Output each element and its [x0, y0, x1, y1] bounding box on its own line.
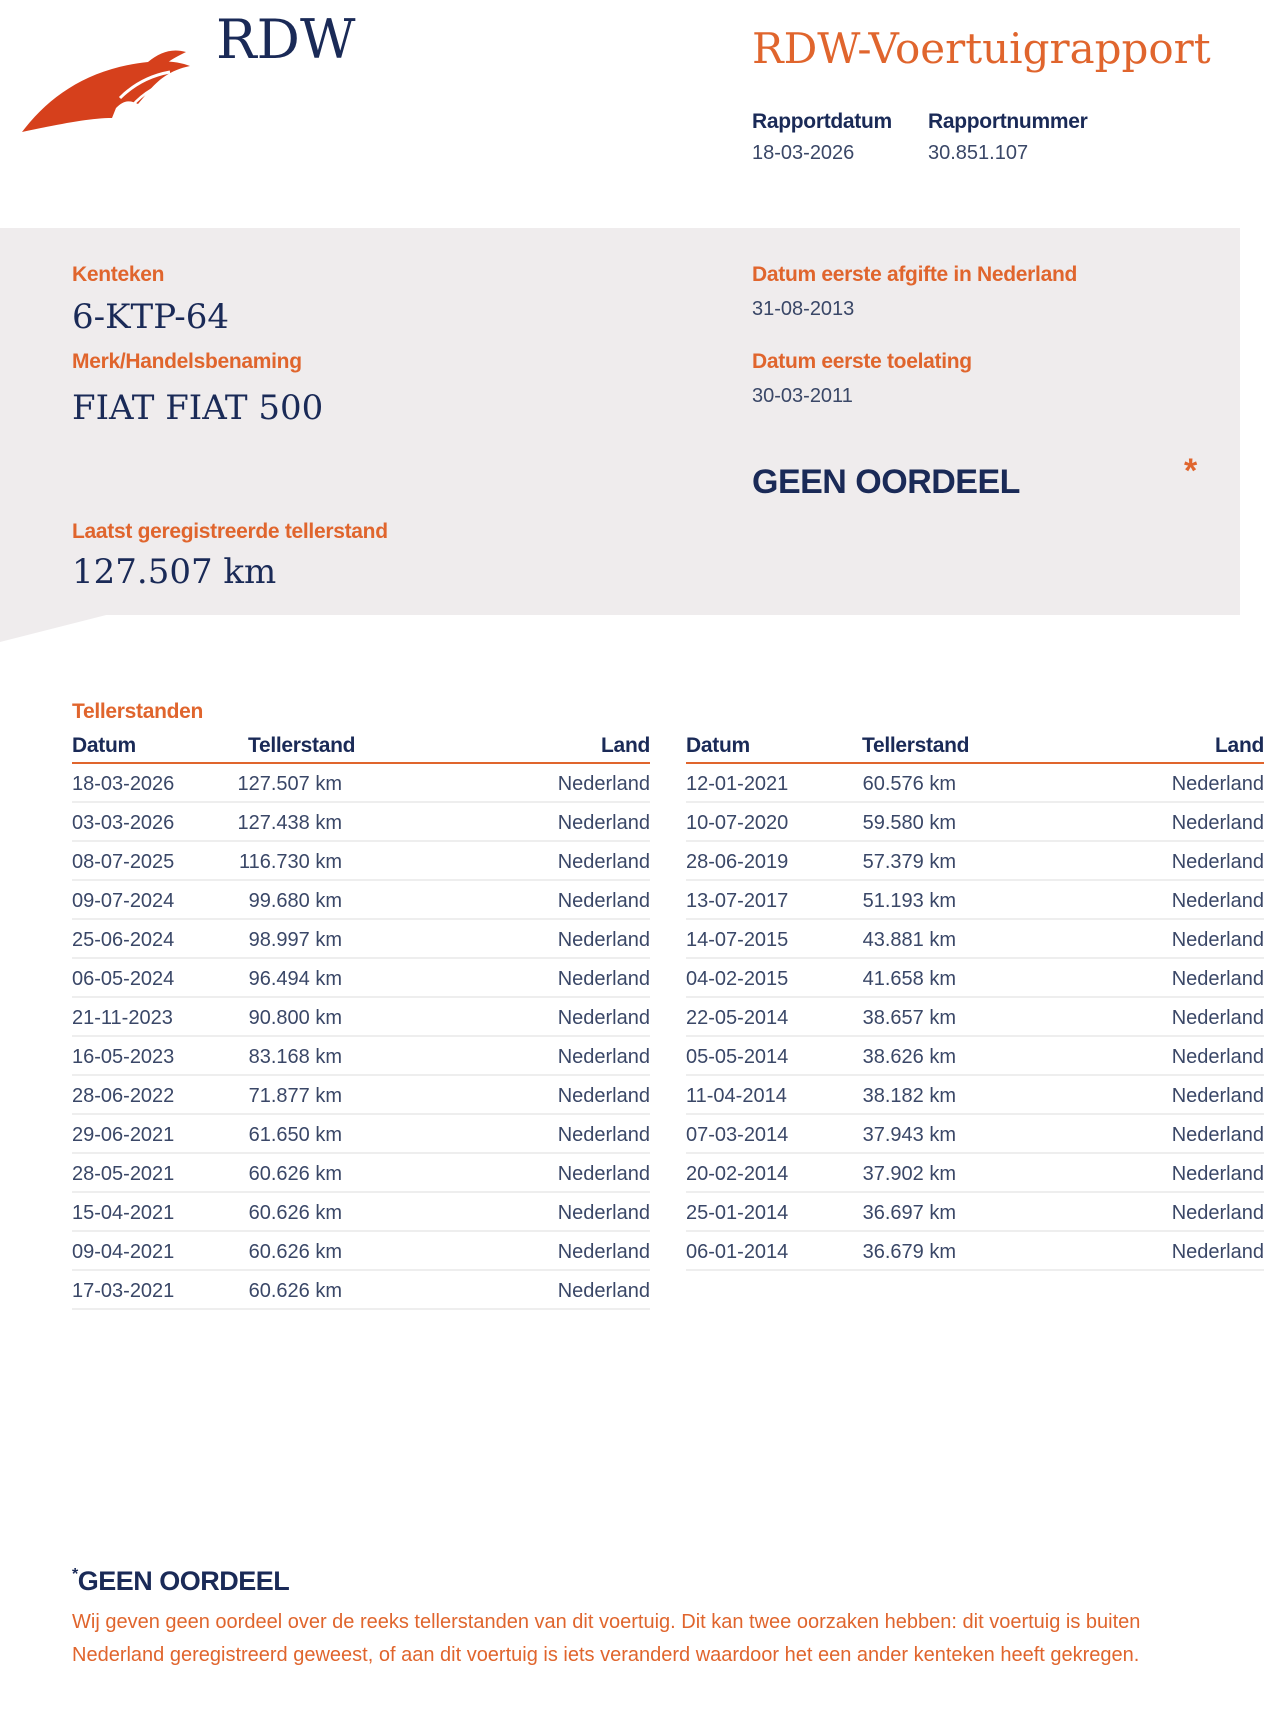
cell-land: Nederland	[557, 1280, 650, 1302]
cell-land: Nederland	[1171, 1124, 1264, 1146]
cell-datum: 13-07-2017	[686, 890, 789, 912]
teller-label: Laatst geregistreerde tellerstand	[72, 520, 388, 543]
cell-land: Nederland	[557, 773, 650, 795]
cell-land: Nederland	[557, 890, 650, 912]
cell-datum: 04-02-2015	[686, 968, 789, 990]
verdict-status: GEEN OORDEEL	[752, 463, 1020, 501]
header-tellerstand: Tellerstand	[862, 734, 970, 757]
cell-tellerstand: 36.697 km	[862, 1202, 956, 1224]
cell-tellerstand: 38.626 km	[862, 1046, 956, 1068]
cell-land: Nederland	[557, 1007, 650, 1029]
cell-land: Nederland	[557, 1241, 650, 1263]
toelating-value: 30-03-2011	[752, 385, 853, 407]
cell-tellerstand: 36.679 km	[862, 1241, 956, 1263]
cell-datum: 20-02-2014	[686, 1163, 789, 1185]
note-asterisk: *	[72, 1566, 78, 1583]
toelating-label: Datum eerste toelating	[752, 350, 972, 373]
cell-tellerstand: 71.877 km	[248, 1085, 342, 1107]
cell-tellerstand: 38.657 km	[862, 1007, 956, 1029]
cell-datum: 09-04-2021	[72, 1241, 175, 1263]
report-date-block	[752, 110, 892, 165]
cell-datum: 11-04-2014	[686, 1085, 787, 1107]
cell-datum: 14-07-2015	[686, 929, 789, 951]
cell-land: Nederland	[1171, 968, 1264, 990]
report-date-label: Rapportdatum	[752, 110, 892, 133]
cell-land: Nederland	[1171, 1085, 1264, 1107]
cell-datum: 18-03-2026	[72, 773, 175, 795]
tellerstanden-title: Tellerstanden	[72, 700, 204, 723]
teller-value: 127.507 km	[72, 552, 277, 592]
cell-land: Nederland	[1171, 929, 1264, 951]
cell-tellerstand: 90.800 km	[248, 1007, 342, 1029]
table-header	[72, 732, 650, 764]
cell-datum: 06-01-2014	[686, 1241, 789, 1263]
cell-datum: 10-07-2020	[686, 812, 789, 834]
panel-tail-decoration	[0, 612, 118, 642]
table-row	[72, 1037, 650, 1076]
table-row	[686, 881, 1264, 920]
header-tellerstand: Tellerstand	[248, 734, 356, 757]
cell-datum: 12-01-2021	[686, 773, 789, 795]
cell-land: Nederland	[557, 1046, 650, 1068]
cell-tellerstand: 127.438 km	[237, 812, 342, 834]
kenteken-value: 6-KTP-64	[72, 297, 229, 337]
cell-land: Nederland	[557, 1124, 650, 1146]
report-number-block	[928, 110, 1087, 165]
table-row	[686, 1154, 1264, 1193]
header-datum: Datum	[72, 734, 136, 757]
odometer-table-right	[686, 732, 1264, 1271]
cell-tellerstand: 60.626 km	[248, 1280, 342, 1302]
table-row	[686, 1037, 1264, 1076]
table-row	[72, 998, 650, 1037]
table-row	[72, 803, 650, 842]
cell-tellerstand: 60.626 km	[248, 1241, 342, 1263]
cell-datum: 16-05-2023	[72, 1046, 175, 1068]
cell-tellerstand: 37.943 km	[862, 1124, 956, 1146]
cell-land: Nederland	[557, 929, 650, 951]
cell-tellerstand: 99.680 km	[248, 890, 342, 912]
table-row	[72, 1193, 650, 1232]
cell-datum: 28-05-2021	[72, 1163, 175, 1185]
cell-datum: 22-05-2014	[686, 1007, 789, 1029]
table-row	[686, 842, 1264, 881]
report-number-value: 30.851.107	[928, 142, 1029, 164]
cell-tellerstand: 38.182 km	[862, 1085, 956, 1107]
table-row	[686, 1076, 1264, 1115]
note-title	[72, 1566, 289, 1597]
cell-land: Nederland	[1171, 1241, 1264, 1263]
cell-datum: 28-06-2019	[686, 851, 789, 873]
table-row	[72, 842, 650, 881]
header-land: Land	[601, 734, 650, 757]
cell-tellerstand: 60.576 km	[862, 773, 956, 795]
cell-datum: 09-07-2024	[72, 890, 175, 912]
afgifte-label: Datum eerste afgifte in Nederland	[752, 263, 1078, 286]
report-number-label: Rapportnummer	[928, 110, 1088, 133]
cell-land: Nederland	[1171, 1202, 1264, 1224]
cell-datum: 17-03-2021	[72, 1280, 175, 1302]
table-row	[686, 803, 1264, 842]
cell-land: Nederland	[1171, 1163, 1264, 1185]
cell-tellerstand: 98.997 km	[248, 929, 342, 951]
cell-datum: 06-05-2024	[72, 968, 175, 990]
table-row	[72, 1154, 650, 1193]
cell-datum: 08-07-2025	[72, 851, 175, 873]
cell-land: Nederland	[557, 812, 650, 834]
cell-land: Nederland	[557, 1163, 650, 1185]
table-row	[686, 1193, 1264, 1232]
cell-tellerstand: 96.494 km	[248, 968, 342, 990]
cell-land: Nederland	[1171, 890, 1264, 912]
table-row	[72, 920, 650, 959]
table-row	[686, 998, 1264, 1037]
cell-tellerstand: 60.626 km	[248, 1202, 342, 1224]
cell-tellerstand: 57.379 km	[862, 851, 956, 873]
cell-land: Nederland	[1171, 1007, 1264, 1029]
verdict-asterisk: *	[1184, 452, 1198, 490]
cell-tellerstand: 83.168 km	[248, 1046, 342, 1068]
cell-land: Nederland	[1171, 773, 1264, 795]
cell-tellerstand: 116.730 km	[238, 851, 342, 873]
merk-value: FIAT FIAT 500	[72, 388, 324, 428]
cell-tellerstand: 43.881 km	[862, 929, 956, 951]
table-row	[686, 920, 1264, 959]
cell-land: Nederland	[557, 1085, 650, 1107]
table-row	[72, 881, 650, 920]
report-title: RDW-Voertuigrapport	[752, 24, 1211, 73]
table-row	[72, 959, 650, 998]
cell-datum: 25-01-2014	[686, 1202, 789, 1224]
cell-land: Nederland	[557, 1202, 650, 1224]
header-land: Land	[1215, 734, 1264, 757]
cell-datum: 21-11-2023	[72, 1007, 173, 1029]
merk-label: Merk/Handelsbenaming	[72, 350, 302, 373]
cell-land: Nederland	[557, 968, 650, 990]
table-row	[72, 1115, 650, 1154]
cell-datum: 03-03-2026	[72, 812, 175, 834]
table-header	[686, 732, 1264, 764]
note-title-text: GEEN OORDEEL	[77, 1566, 290, 1596]
cell-tellerstand: 127.507 km	[237, 773, 342, 795]
table-row	[686, 959, 1264, 998]
cell-land: Nederland	[1171, 812, 1264, 834]
table-row	[72, 764, 650, 803]
table-row	[72, 1076, 650, 1115]
table-row	[686, 764, 1264, 803]
header-datum: Datum	[686, 734, 750, 757]
cell-tellerstand: 59.580 km	[862, 812, 956, 834]
cell-datum: 07-03-2014	[686, 1124, 789, 1146]
cell-land: Nederland	[557, 851, 650, 873]
cell-tellerstand: 37.902 km	[862, 1163, 956, 1185]
rdw-logo-icon	[20, 40, 195, 140]
report-date-value: 18-03-2026	[752, 142, 855, 164]
cell-datum: 28-06-2022	[72, 1085, 175, 1107]
brand-name: RDW	[216, 8, 356, 71]
afgifte-value: 31-08-2013	[752, 298, 855, 320]
cell-tellerstand: 41.658 km	[862, 968, 956, 990]
table-body	[72, 764, 650, 1310]
table-row	[72, 1232, 650, 1271]
table-row	[72, 1271, 650, 1310]
cell-land: Nederland	[1171, 1046, 1264, 1068]
cell-datum: 05-05-2014	[686, 1046, 789, 1068]
cell-datum: 25-06-2024	[72, 929, 175, 951]
cell-tellerstand: 61.650 km	[248, 1124, 342, 1146]
table-row	[686, 1232, 1264, 1271]
cell-land: Nederland	[1171, 851, 1264, 873]
cell-tellerstand: 51.193 km	[862, 890, 956, 912]
cell-tellerstand: 60.626 km	[248, 1163, 342, 1185]
note-text: Wij geven geen oordeel over de reeks tellerstanden van dit voertuig. Dit kan twee oorzaken hebben: dit voertuig is buiten Nederland geregistreerd geweest, of aan dit voertuig is iets veranderd waardoor het een ander kenteken heeft gekregen.	[72, 1611, 1141, 1666]
table-row	[686, 1115, 1264, 1154]
odometer-table-left	[72, 732, 650, 1310]
cell-datum: 15-04-2021	[72, 1202, 175, 1224]
kenteken-label: Kenteken	[72, 263, 165, 286]
cell-datum: 29-06-2021	[72, 1124, 175, 1146]
table-body	[686, 764, 1264, 1271]
